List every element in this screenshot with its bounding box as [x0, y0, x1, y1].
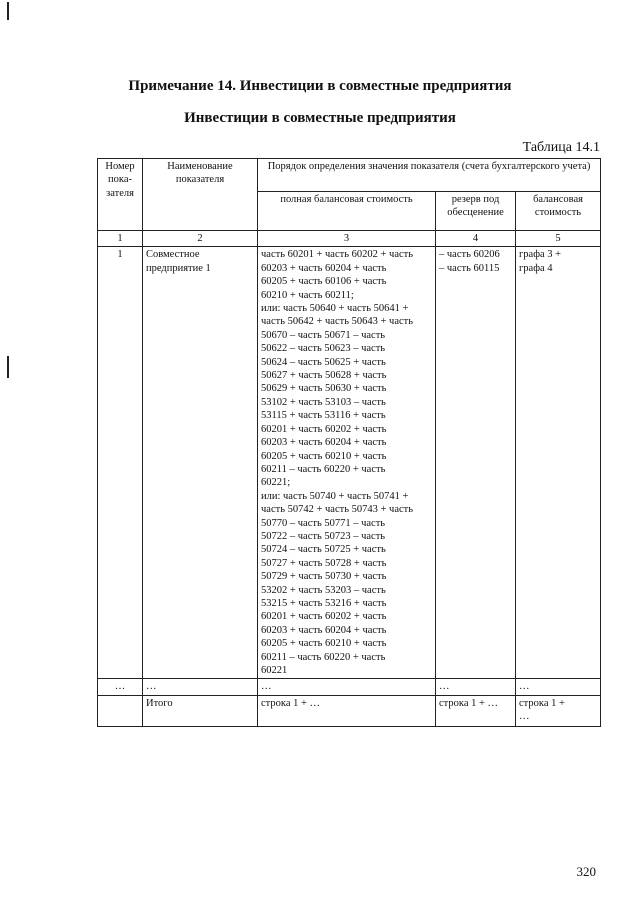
formula-line: 60221	[261, 665, 288, 676]
formula-line: 50729 + часть 50730 + часть	[261, 571, 387, 583]
page-title: Примечание 14. Инвестиции в совместные предприятия	[128, 78, 512, 94]
ellipsis-cell: …	[436, 679, 516, 695]
ellipsis-cell: …	[98, 679, 143, 695]
column-number-4: 4	[436, 231, 516, 247]
table-header-row	[98, 159, 601, 192]
formula-line: 60203 + часть 60204 + часть	[261, 437, 387, 449]
page-subtitle: Инвестиции в совместные предприятия	[184, 110, 456, 126]
header-number: Номер пока-зателя	[98, 159, 143, 231]
header-balance: балансовая стоимость	[516, 192, 601, 231]
total-name: Итого	[143, 695, 258, 726]
formula-line: часть 50642 + часть 50643 + часть	[261, 316, 414, 328]
table-row	[98, 247, 601, 679]
row1-reserve	[436, 247, 516, 679]
row1-number: 1	[98, 247, 143, 679]
formula-line: 53215 + часть 53216 + часть	[261, 597, 387, 609]
formula-line: или: часть 50640 + часть 50641 +	[261, 303, 409, 315]
formula-line: 60203 + часть 60204 + часть	[261, 262, 387, 274]
formula-line: 60205 + часть 60210 + часть	[261, 450, 387, 462]
total-balance	[516, 695, 601, 726]
formula-line: строка 1 +	[519, 697, 565, 709]
row1-full-value	[258, 247, 436, 679]
formula-line: графа 3 +	[519, 249, 562, 261]
formula-line: 50629 + часть 50630 + часть	[261, 383, 387, 395]
column-number-2: 2	[143, 231, 258, 247]
formula-line: 60221;	[261, 477, 291, 489]
total-reserve: строка 1 + …	[436, 695, 516, 726]
formula-line: …	[519, 711, 530, 723]
formula-line: 50622 – часть 50623 – часть	[261, 343, 386, 355]
formula-line: 53115 + часть 53116 + часть	[261, 410, 386, 422]
total-full-value: строка 1 + …	[258, 695, 436, 726]
scan-mark-left	[7, 356, 9, 378]
table-row	[98, 679, 601, 695]
ellipsis-cell: …	[143, 679, 258, 695]
formula-line: – часть 60115	[439, 262, 500, 274]
formula-line: 50724 – часть 50725 + часть	[261, 544, 386, 556]
formula-line: 50624 – часть 50625 + часть	[261, 356, 386, 368]
column-number-1: 1	[98, 231, 143, 247]
column-number-5: 5	[516, 231, 601, 247]
formula-line: 50627 + часть 50628 + часть	[261, 370, 387, 382]
formula-line: часть 60201 + часть 60202 + часть	[261, 249, 414, 261]
total-row	[98, 695, 601, 726]
row1-name: Совместное предприятие 1	[143, 247, 258, 679]
formula-line: 53202 + часть 53203 – часть	[261, 584, 386, 596]
formula-line: или: часть 50740 + часть 50741 +	[261, 490, 409, 502]
header-name: Наименование показателя	[143, 159, 258, 231]
formula-line: 60203 + часть 60204 + часть	[261, 624, 387, 636]
page-number: 320	[576, 864, 596, 879]
investments-table	[97, 158, 601, 727]
ellipsis-cell: …	[516, 679, 601, 695]
formula-line: – часть 60206	[439, 249, 500, 261]
formula-line: 60210 + часть 60211;	[261, 289, 354, 301]
row1-balance	[516, 247, 601, 679]
formula-line: 60211 – часть 60220 + часть	[261, 463, 386, 475]
header-reserve: резерв под обесценение	[436, 192, 516, 231]
formula-line: графа 4	[519, 262, 553, 274]
total-number	[98, 695, 143, 726]
ellipsis-cell: …	[258, 679, 436, 695]
formula-line: 60205 + часть 60106 + часть	[261, 276, 387, 288]
column-number-3: 3	[258, 231, 436, 247]
formula-line: 50722 – часть 50723 – часть	[261, 530, 386, 542]
column-number-row	[98, 231, 601, 247]
scan-mark-top	[7, 2, 9, 20]
header-group: Порядок определения значения показателя (счета бухгалтерского учета)	[258, 159, 601, 192]
formula-line: 50670 – часть 50671 – часть	[261, 329, 386, 341]
header-full-value: полная балансовая стоимость	[258, 192, 436, 231]
formula-line: 60201 + часть 60202 + часть	[261, 611, 387, 623]
formula-line: 60205 + часть 60210 + часть	[261, 638, 387, 650]
formula-line: 53102 + часть 53103 – часть	[261, 396, 386, 408]
formula-line: часть 50742 + часть 50743 + часть	[261, 504, 414, 516]
formula-line: 50727 + часть 50728 + часть	[261, 557, 387, 569]
formula-line: 60201 + часть 60202 + часть	[261, 423, 387, 435]
table-caption: Таблица 14.1	[522, 140, 600, 155]
formula-line: 50770 – часть 50771 – часть	[261, 517, 386, 529]
formula-line: 60211 – часть 60220 + часть	[261, 651, 386, 663]
